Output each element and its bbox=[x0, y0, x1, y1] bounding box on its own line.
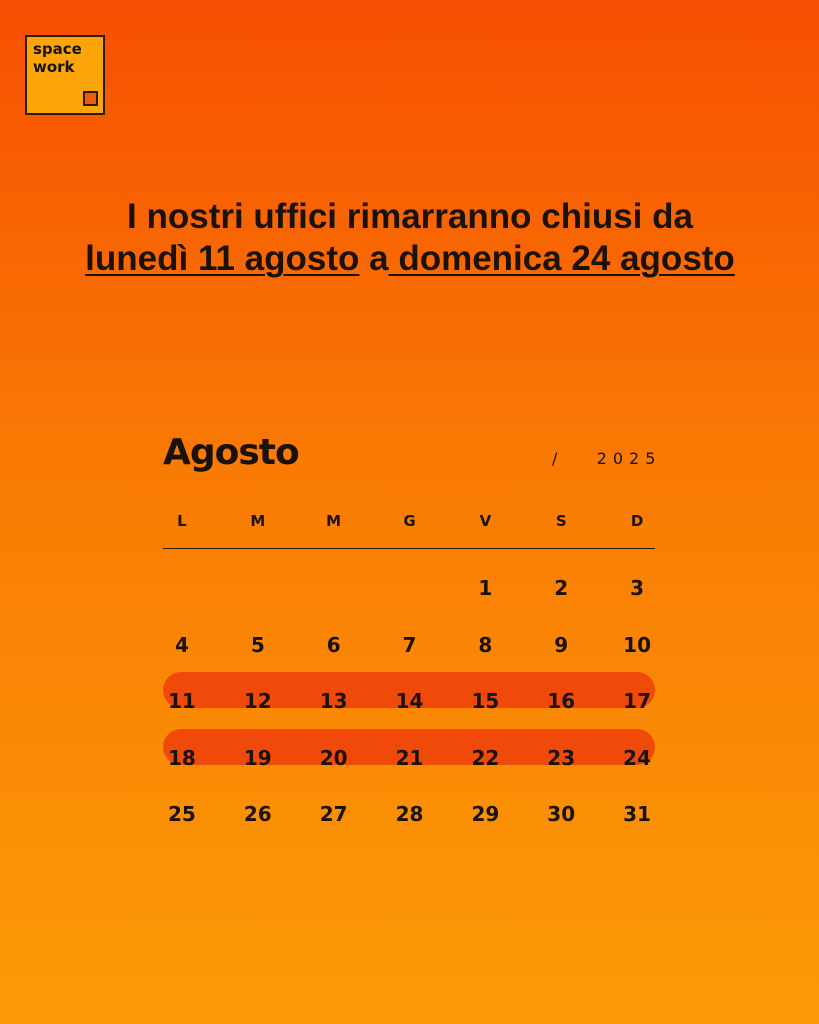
calendar-day-closed: 13 bbox=[319, 689, 348, 714]
headline-start-date: lunedì 11 agosto bbox=[85, 239, 360, 278]
calendar-day: 5 bbox=[250, 632, 265, 657]
calendar-day: 2 bbox=[554, 576, 569, 601]
logo-text bbox=[33, 40, 82, 76]
calendar-day-closed: 21 bbox=[395, 745, 424, 770]
calendar-weekday-header bbox=[144, 512, 675, 530]
calendar-day: 28 bbox=[395, 802, 424, 827]
calendar-day: 1 bbox=[478, 576, 493, 601]
calendar-week-2 bbox=[144, 617, 675, 674]
weekday-tuesday: M bbox=[250, 512, 266, 530]
weekday-friday: V bbox=[479, 512, 492, 530]
calendar-day-closed: 16 bbox=[547, 689, 576, 714]
headline-connector: a bbox=[359, 239, 389, 278]
calendar-day: 4 bbox=[174, 632, 189, 657]
calendar-day: 7 bbox=[402, 632, 417, 657]
calendar-day: 29 bbox=[471, 802, 500, 827]
calendar-day: 30 bbox=[547, 802, 576, 827]
calendar-week-5 bbox=[144, 786, 675, 843]
calendar-month-title: Agosto bbox=[163, 432, 299, 473]
calendar-day-closed: 11 bbox=[168, 689, 196, 714]
calendar-day-closed: 15 bbox=[471, 689, 500, 714]
logo-line-1: space bbox=[33, 40, 82, 58]
calendar-day: 8 bbox=[478, 632, 493, 657]
calendar-day: 9 bbox=[554, 632, 569, 657]
calendar-divider bbox=[163, 548, 655, 549]
calendar-year: / 2025 bbox=[552, 449, 662, 468]
calendar-day: 6 bbox=[326, 632, 341, 657]
logo-square-icon bbox=[83, 91, 98, 106]
calendar-week-1 bbox=[144, 560, 675, 617]
weekday-sunday: D bbox=[630, 512, 644, 530]
calendar-day: 10 bbox=[623, 632, 651, 657]
calendar-day-closed: 22 bbox=[471, 745, 500, 770]
calendar-day-closed: 17 bbox=[623, 689, 651, 714]
headline-intro: I nostri uffici rimarranno chiusi da bbox=[127, 197, 693, 236]
closure-headline bbox=[60, 196, 760, 280]
calendar-day: 31 bbox=[623, 802, 651, 827]
calendar-day-closed: 19 bbox=[243, 745, 272, 770]
calendar-week-4 bbox=[144, 730, 675, 787]
calendar-day: 26 bbox=[243, 802, 272, 827]
calendar-week-3 bbox=[144, 673, 675, 730]
headline-end-date: domenica 24 agosto bbox=[388, 239, 735, 278]
weekday-wednesday: M bbox=[326, 512, 342, 530]
calendar-day: 3 bbox=[630, 576, 645, 601]
weekday-thursday: G bbox=[403, 512, 416, 530]
calendar-days-grid bbox=[144, 560, 675, 843]
calendar-day: 27 bbox=[319, 802, 348, 827]
logo-line-2: work bbox=[33, 58, 75, 76]
weekday-monday: L bbox=[177, 512, 187, 530]
space-work-logo bbox=[25, 35, 105, 115]
calendar-day-closed: 12 bbox=[243, 689, 272, 714]
calendar-day: 25 bbox=[168, 802, 196, 827]
calendar-day-closed: 23 bbox=[547, 745, 576, 770]
calendar-day-closed: 14 bbox=[395, 689, 424, 714]
calendar-day-closed: 18 bbox=[168, 745, 196, 770]
weekday-saturday: S bbox=[555, 512, 567, 530]
calendar-day-closed: 20 bbox=[319, 745, 348, 770]
calendar-day-closed: 24 bbox=[623, 745, 651, 770]
